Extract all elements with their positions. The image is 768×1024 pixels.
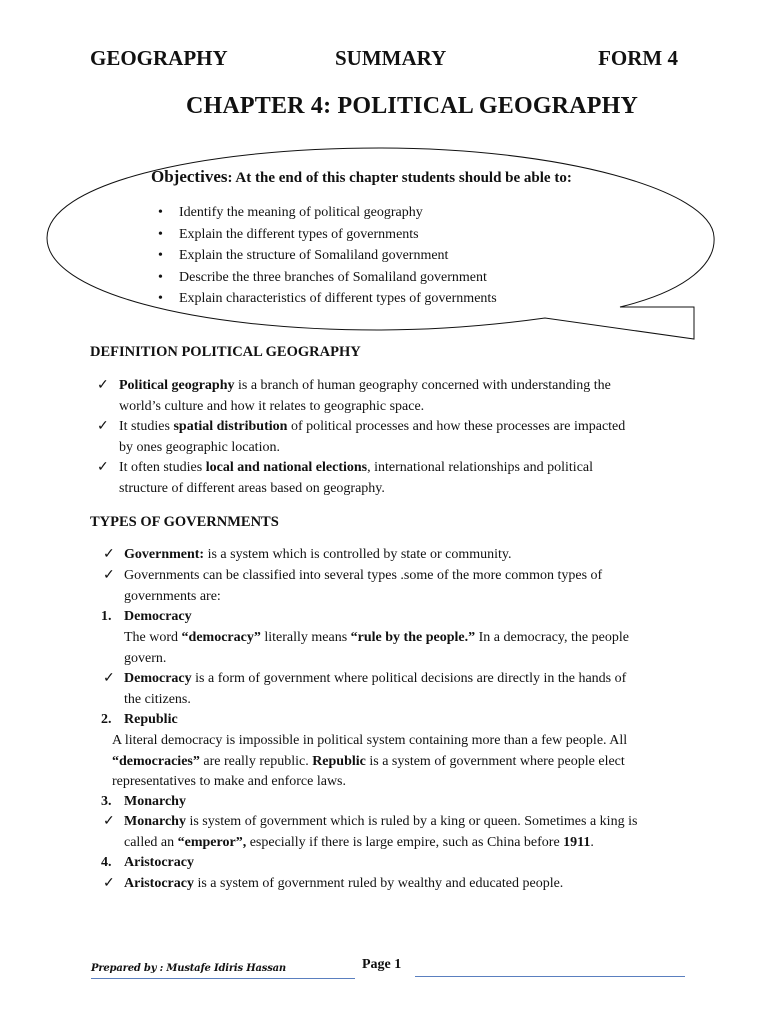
footer-rule (415, 976, 685, 977)
monarchy-heading: 3. Monarchy (101, 794, 186, 809)
objective-item: • Explain the structure of Somaliland government (158, 245, 497, 267)
definition-point-2: ✓ It studies spatial distribution of political processes and how these processes are impacted by ones geographic location. (97, 419, 626, 455)
objective-item: • Explain characteristics of different types of governments (158, 288, 497, 310)
footer-prepared-by (91, 958, 355, 979)
page-number: Page 1 (362, 957, 402, 972)
checkmark-icon: ✓ (103, 814, 115, 829)
objective-item: • Explain the different types of governments (158, 224, 497, 246)
republic-paragraph: A literal democracy is impossible in political system containing more than a few people. All “democracies” are really republic. Republic is a system of government where people elect representatives to make and enforce laws. (112, 733, 628, 789)
checkmark-icon: ✓ (103, 876, 115, 891)
democracy-point: ✓ Democracy is a form of government where political decisions are directly in the hands of the citizens. (103, 671, 627, 707)
democracy-paragraph: The word “democracy” literally means “rule by the people.” In a democracy, the people govern. (124, 630, 629, 666)
definition-heading: DEFINITION POLITICAL GEOGRAPHY (90, 344, 361, 360)
objectives-list (158, 202, 497, 310)
types-heading: TYPES OF GOVERNMENTS (90, 514, 279, 530)
checkmark-icon: ✓ (103, 547, 115, 562)
definition-point-1: ✓ Political geography is a branch of human geography concerned with understanding the world’s culture and how it relates to geographic space. (97, 378, 611, 414)
checkmark-icon: ✓ (97, 419, 109, 434)
checkmark-icon: ✓ (103, 568, 115, 583)
objective-item: • Describe the three branches of Somaliland government (158, 267, 497, 289)
header-subject: GEOGRAPHY (90, 46, 228, 70)
aristocracy-point: ✓ Aristocracy is a system of government ruled by wealthy and educated people. (103, 874, 683, 895)
checkmark-icon: ✓ (97, 378, 109, 393)
republic-heading: 2. Republic (101, 712, 178, 727)
democracy-heading: 1. Democracy (101, 609, 192, 624)
objectives-heading (151, 167, 572, 187)
objectives-intro: : At the end of this chapter students should be able to: (227, 170, 572, 186)
objective-item: • Identify the meaning of political geography (158, 202, 497, 224)
types-point-government: ✓ Government: is a system which is controlled by state or community. (103, 545, 673, 566)
definition-point-3: ✓ It often studies local and national elections, international relationships and political structure of different areas based on geography. (97, 460, 594, 496)
monarchy-point: ✓ Monarchy is system of government which is ruled by a king or queen. Sometimes a king is called an “emperor”, especially if there is large empire, such as China before 1911. (103, 814, 638, 850)
prepared-by-text: Prepared by : Mustafe Idiris Hassan (91, 963, 286, 974)
chapter-title: CHAPTER 4: POLITICAL GEOGRAPHY (185, 93, 639, 119)
aristocracy-heading: 4. Aristocracy (101, 855, 194, 870)
objectives-label: Objectives (151, 167, 228, 186)
page-header (90, 46, 678, 76)
header-doc-type: SUMMARY (335, 46, 447, 70)
checkmark-icon: ✓ (103, 671, 115, 686)
types-point-classification: ✓ Governments can be classified into several types .some of the more common types of governments are: (103, 568, 603, 604)
checkmark-icon: ✓ (97, 460, 109, 475)
header-form: FORM 4 (598, 46, 678, 70)
